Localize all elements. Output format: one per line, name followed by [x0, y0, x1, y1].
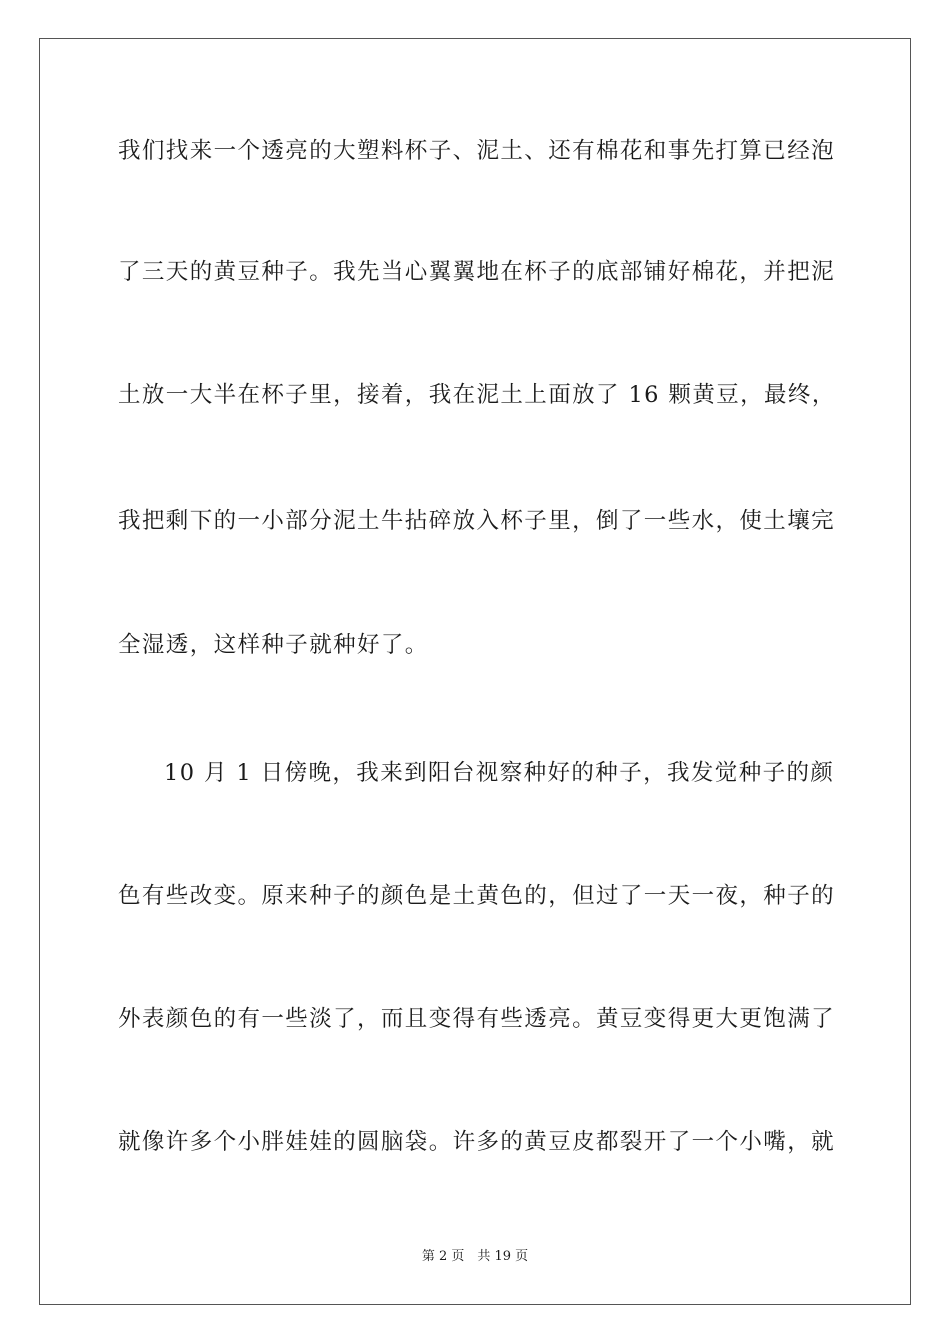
- text-line-2: 了三天的黄豆种子。我先当心翼翼地在杯子的底部铺好棉花，并把泥: [118, 259, 836, 285]
- text-line-9: 就像许多个小胖娃娃的圆脑袋。许多的黄豆皮都裂开了一个小嘴，就: [118, 1129, 836, 1155]
- page-border: [39, 38, 911, 1305]
- text-line-1: 我们找来一个透亮的大塑料杯子、泥土、还有棉花和事先打算已经泡: [118, 138, 836, 164]
- text-line-6-paragraph-start: 10 月 1 日傍晚，我来到阳台视察种好的种子，我发觉种子的颜: [164, 760, 835, 786]
- text-line-5: 全湿透，这样种子就种好了。: [118, 632, 429, 658]
- page-number-footer: 第 2 页 共 19 页: [421, 1249, 529, 1264]
- text-line-8: 外表颜色的有一些淡了，而且变得有些透亮。黄豆变得更大更饱满了: [118, 1006, 836, 1032]
- text-line-4: 我把剩下的一小部分泥土牛拈碎放入杯子里，倒了一些水，使土壤完: [118, 508, 836, 534]
- text-line-7: 色有些改变。原来种子的颜色是土黄色的，但过了一天一夜，种子的: [118, 883, 836, 909]
- text-line-3: 土放一大半在杯子里，接着，我在泥土上面放了 16 颗黄豆，最终，: [118, 382, 836, 408]
